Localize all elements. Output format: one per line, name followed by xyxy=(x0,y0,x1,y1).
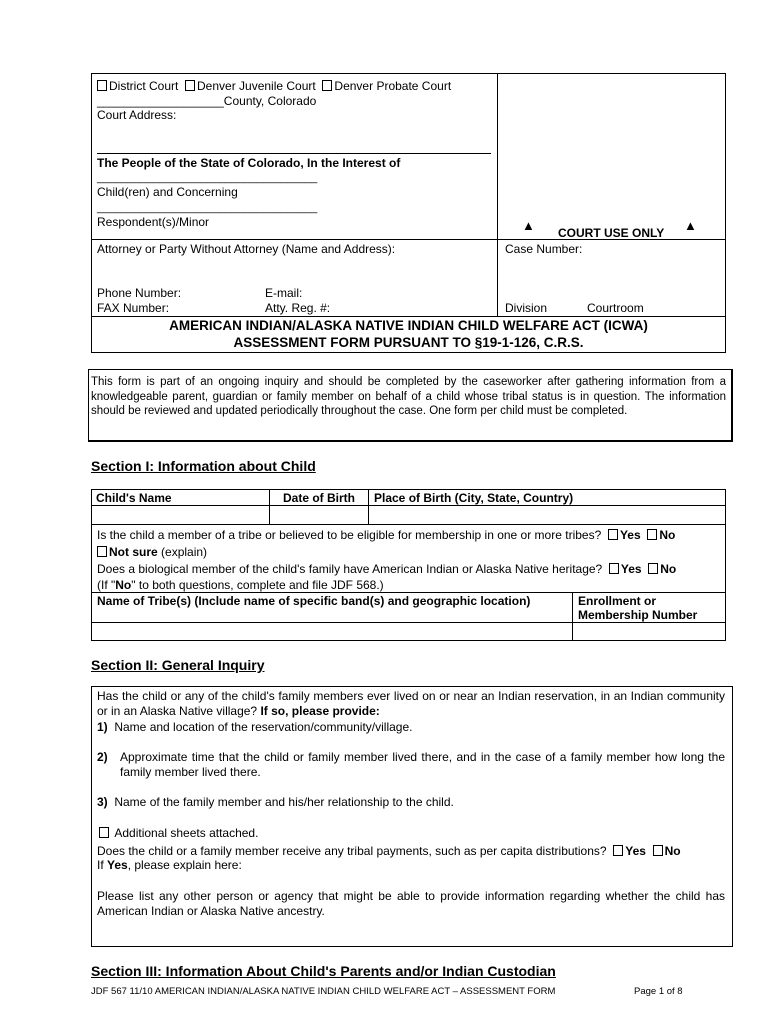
district-court-label: District Court xyxy=(109,79,179,93)
not-sure-explain: (explain) xyxy=(161,545,208,559)
jdf568-note-suffix: " to both questions, complete and file JDF 568.) xyxy=(131,578,384,592)
court-options xyxy=(97,79,451,93)
additional-sheets-checkbox[interactable] xyxy=(99,827,109,838)
additional-sheets-label: Additional sheets attached. xyxy=(114,826,259,840)
footer-page-number: Page 1 of 8 xyxy=(634,986,683,997)
s1-row-line-3 xyxy=(91,592,726,593)
jdf568-note-prefix: (If " xyxy=(97,578,116,592)
footer-form-id: JDF 567 11/10 AMERICAN INDIAN/ALASKA NATIVE INDIAN CHILD WELFARE ACT – ASSESSMENT FORM xyxy=(91,986,556,997)
col-enrollment-2: Membership Number xyxy=(578,608,698,622)
denver-juvenile-court-checkbox[interactable] xyxy=(185,80,195,91)
not-sure-checkbox[interactable] xyxy=(97,546,107,557)
reservation-question xyxy=(97,689,725,718)
phone-label: Phone Number: xyxy=(97,286,182,300)
tribal-payments-yes-checkbox[interactable] xyxy=(613,845,623,856)
additional-sheets-option xyxy=(99,826,258,840)
respondent-blank[interactable]: ____________________________________ xyxy=(97,202,318,214)
heritage-yes-label: Yes xyxy=(620,562,642,576)
place-of-birth-cell[interactable] xyxy=(369,506,725,523)
if-yes-explain xyxy=(97,858,242,872)
heritage-no-label: No xyxy=(660,562,677,576)
child-name-cell[interactable] xyxy=(92,506,268,523)
jdf568-note xyxy=(97,578,384,592)
heritage-question-text: Does a biological member of the child's family have American Indian or Alaska Native heritage? xyxy=(97,562,603,576)
email-label: E-mail: xyxy=(265,286,303,300)
inquiry-item-3 xyxy=(97,795,454,809)
case-number-label: Case Number: xyxy=(505,242,583,256)
enrollment-number-cell[interactable] xyxy=(573,623,725,640)
court-address-label: Court Address: xyxy=(97,108,177,122)
date-of-birth-cell[interactable] xyxy=(270,506,367,523)
tribal-payments-no-checkbox[interactable] xyxy=(653,845,663,856)
denver-juvenile-court-label: Denver Juvenile Court xyxy=(197,79,316,93)
inquiry-item-3-text: Name of the family member and his/her relationship to the child. xyxy=(114,795,454,809)
jdf568-note-no: No xyxy=(115,578,132,592)
people-heading: The People of the State of Colorado, In the Interest of xyxy=(97,156,401,170)
col-date-of-birth: Date of Birth xyxy=(283,491,355,505)
caption-divider-title xyxy=(91,316,726,317)
inquiry-item-2-num: 2) xyxy=(97,750,108,764)
heritage-no-checkbox[interactable] xyxy=(648,563,658,574)
county-line[interactable]: ___________________County, Colorado xyxy=(97,94,317,108)
if-yes-suffix: , please explain here: xyxy=(127,858,242,872)
tribe-name-cell[interactable] xyxy=(92,623,571,640)
triangle-up-right-icon: ▲ xyxy=(684,218,697,233)
reservation-question-text: Has the child or any of the child's family members ever lived on or near an Indian reservation, in an Indian community or in an Alaska Native village? xyxy=(97,689,725,718)
col-child-name: Child's Name xyxy=(96,491,172,505)
form-title-line1: AMERICAN INDIAN/ALASKA NATIVE INDIAN CHILD WELFARE ACT (ICWA) xyxy=(169,318,648,333)
tribe-member-no-checkbox[interactable] xyxy=(647,529,657,540)
section3-heading: Section III: Information About Child's Parents and/or Indian Custodian xyxy=(91,963,556,979)
not-sure-option xyxy=(97,545,207,559)
inquiry-item-2-text: Approximate time that the child or family member lived there, and in the case of a family member how long the family member lived there. xyxy=(120,750,725,779)
court-use-only-label: COURT USE ONLY xyxy=(558,226,665,240)
other-person-question: Please list any other person or agency that might be able to provide information regarding whether the child has American Indian or Alaska Native ancestry. xyxy=(97,889,725,918)
col-tribe-name: Name of Tribe(s) (Include name of specific band(s) and geographic location) xyxy=(97,594,531,608)
division-label: Division xyxy=(505,301,548,315)
tribal-payments-question-text: Does the child or a family member receive any tribal payments, such as per capita distributions? xyxy=(97,844,607,858)
reservation-question-bold: If so, please provide: xyxy=(260,703,380,718)
tribe-member-yes-label: Yes xyxy=(619,528,641,542)
district-court-checkbox[interactable] xyxy=(97,80,107,91)
col-enrollment-1: Enrollment or xyxy=(578,594,657,608)
tribe-member-question-text: Is the child a member of a tribe or believed to be eligible for membership in one or more tribes? xyxy=(97,528,602,542)
heritage-yes-checkbox[interactable] xyxy=(609,563,619,574)
tribe-member-question xyxy=(97,528,675,542)
court-address-line xyxy=(97,153,491,154)
triangle-up-left-icon: ▲ xyxy=(522,218,535,233)
not-sure-label: Not sure xyxy=(109,545,158,559)
caption-divider-vertical xyxy=(497,73,498,316)
courtroom-label: Courtroom xyxy=(587,301,644,315)
if-yes-prefix: If xyxy=(97,858,108,872)
if-yes-bold: Yes xyxy=(107,858,128,872)
child-name-blank[interactable]: ____________________________________ xyxy=(97,172,318,184)
tribe-member-no-label: No xyxy=(659,528,676,542)
inquiry-item-2 xyxy=(97,750,725,779)
child-label: Child(ren) and Concerning xyxy=(97,185,238,199)
inquiry-item-1-num: 1) xyxy=(97,720,108,734)
tribe-member-yes-checkbox[interactable] xyxy=(608,529,618,540)
section1-heading: Section I: Information about Child xyxy=(91,458,316,474)
s1-row-line-2 xyxy=(91,524,726,525)
fax-label: FAX Number: xyxy=(97,301,170,315)
heritage-question xyxy=(97,562,676,576)
form-title-line2: ASSESSMENT FORM PURSUANT TO §19-1-126, C.R.S. xyxy=(233,335,584,350)
col-place-of-birth: Place of Birth (City, State, Country) xyxy=(374,491,574,505)
tribal-payments-no-label: No xyxy=(664,844,681,858)
section2-heading: Section II: General Inquiry xyxy=(91,657,265,673)
atty-reg-label: Atty. Reg. #: xyxy=(265,301,331,315)
intro-text: This form is part of an ongoing inquiry and should be completed by the caseworker after gathering information from a knowledgeable parent, guardian or family member on behalf of a child whose tribal status is in question. The information should be reviewed and updated periodically throughout the case. One form per child must be completed. xyxy=(91,376,726,417)
tribal-payments-question xyxy=(97,844,681,858)
tribal-payments-yes-label: Yes xyxy=(625,844,646,858)
inquiry-item-3-num: 3) xyxy=(97,795,108,809)
inquiry-item-1 xyxy=(97,720,413,734)
denver-probate-court-checkbox[interactable] xyxy=(322,80,332,91)
respondent-label: Respondent(s)/Minor xyxy=(97,215,210,229)
inquiry-item-1-text: Name and location of the reservation/community/village. xyxy=(114,720,413,734)
denver-probate-court-label: Denver Probate Court xyxy=(334,79,452,93)
attorney-label: Attorney or Party Without Attorney (Name and Address): xyxy=(97,242,396,256)
